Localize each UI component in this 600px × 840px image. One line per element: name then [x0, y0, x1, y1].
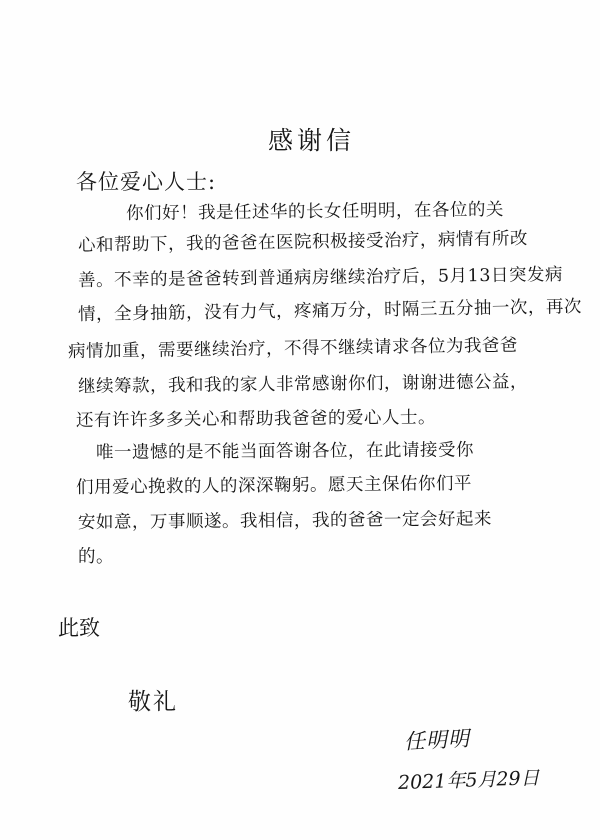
body-line-10: 安如意，万事顺遂。我相信，我的爸爸一定会好起来 — [77, 509, 493, 533]
body-line-2: 心和帮助下，我的爸爸在医院积极接受治疗，病情有所改 — [77, 228, 529, 256]
body-line-3: 善。不幸的是爸爸转到普通病房继续治疗后，5月13日突发病 — [77, 265, 564, 291]
letter-date: 2021年5月29日 — [397, 767, 540, 794]
closing-cizhi: 此致 — [58, 616, 100, 640]
body-line-11: 的。 — [78, 547, 114, 567]
letter-title: 感谢信 — [268, 126, 356, 155]
letter-salutation: 各位爱心人士: — [76, 170, 217, 194]
body-line-7: 还有许许多多关心和帮助我爸爸的爱心人士。 — [75, 407, 437, 431]
body-line-6: 继续筹款，我和我的家人非常感谢你们，谢谢进德公益， — [77, 372, 529, 397]
body-line-5: 病情加重，需要继续治疗，不得不继续请求各位为我爸爸 — [67, 335, 519, 362]
signature: 任明明 — [403, 726, 471, 754]
closing-jingli: 敬礼 — [128, 689, 178, 715]
body-line-1: 你们好！我是任述华的长女任明明，在各位的关 — [125, 200, 505, 224]
body-line-9: 们用爱心挽救的人的深深鞠躬。愿天主保佑你们平 — [75, 473, 473, 498]
body-line-8: 唯一遗憾的是不能当面答谢各位，在此请接受你 — [95, 440, 475, 463]
body-line-4: 情，全身抽筋，没有力气，疼痛万分，时隔三五分抽一次，再次 — [77, 297, 583, 325]
